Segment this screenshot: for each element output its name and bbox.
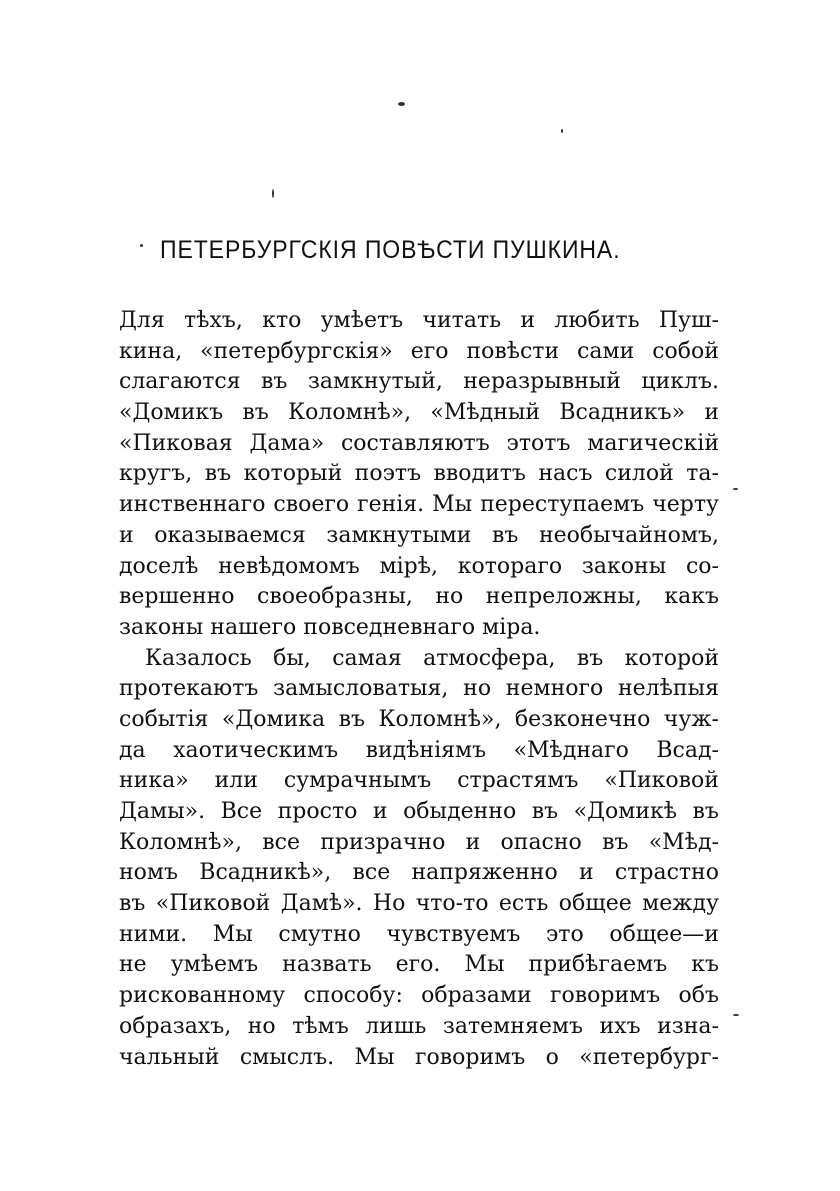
text-line (119, 521, 719, 552)
scan-speck (561, 129, 563, 133)
scan-speck (733, 488, 738, 490)
word: событія (119, 706, 209, 732)
word: «Мѣднаго (513, 737, 629, 763)
word: неразрывный (463, 369, 621, 395)
word: въ (602, 829, 629, 855)
word: образахъ, (119, 1013, 232, 1039)
word: Для (119, 308, 165, 333)
word: въ (576, 645, 604, 671)
word: въ (531, 799, 559, 824)
word: назвать (282, 952, 372, 978)
word: любить (554, 308, 640, 333)
text-line (119, 306, 719, 337)
text-line (119, 1043, 719, 1074)
word: и (704, 400, 719, 426)
word: «Домикъ (119, 400, 224, 426)
word: необычайномъ, (538, 522, 719, 548)
word: но (463, 676, 492, 702)
word: но (247, 1013, 276, 1039)
word: и (520, 308, 536, 333)
word: Всадникѣ», (199, 860, 332, 886)
word: котораго (457, 553, 563, 579)
word: въ (119, 891, 146, 917)
word: циклъ. (641, 369, 719, 395)
text-line (119, 1012, 719, 1043)
text-line (119, 920, 719, 951)
word: напряженно (411, 860, 558, 886)
text-line (119, 736, 719, 767)
word: хаотическимъ (173, 737, 339, 763)
word: призрачно (320, 829, 446, 855)
word: «Домикѣ (573, 799, 678, 824)
word: протекаютъ (119, 676, 259, 702)
word: магическій (587, 430, 719, 456)
word: тѣхъ, (184, 308, 243, 333)
word: ника» (119, 768, 189, 794)
word: и (372, 799, 388, 824)
word: есть (498, 891, 549, 917)
word: сами (577, 338, 635, 364)
word: «Пиковая (119, 430, 233, 456)
word: кина, (119, 338, 183, 364)
text-line (119, 705, 719, 736)
word: сумрачнымъ (283, 768, 432, 794)
word: невѣдомомъ (218, 553, 360, 579)
word: «Домика (221, 706, 326, 732)
word: «петербург- (579, 1044, 719, 1070)
word: самая (332, 645, 402, 671)
scan-speck (140, 244, 143, 247)
word: образами (421, 983, 532, 1009)
word: опасно (500, 829, 582, 855)
word: и (465, 829, 481, 855)
text-line (119, 398, 719, 429)
word: чальный (119, 1044, 220, 1070)
word: это (545, 921, 584, 947)
word: или (214, 768, 258, 794)
word: этотъ (506, 430, 571, 456)
word: оказываемся (154, 522, 306, 548)
word: рискованному (119, 983, 286, 1009)
text-line (119, 766, 719, 797)
word: объ (678, 983, 719, 1009)
word: затемняемъ (442, 1013, 583, 1039)
word: умѣетъ (320, 308, 404, 333)
word: не (119, 952, 147, 978)
word: лишь (365, 1013, 427, 1039)
word: вводитъ (433, 461, 526, 487)
text-line (119, 429, 719, 460)
word: своего (273, 492, 350, 518)
word: Мы (464, 952, 505, 978)
word: непреложны, (485, 584, 642, 610)
word: и (119, 522, 134, 548)
text-line (119, 644, 719, 675)
word: «Мѣдный (430, 400, 541, 426)
word: Казалось (145, 645, 252, 671)
word: Всад- (656, 737, 719, 763)
word: ихъ (599, 1013, 641, 1039)
text-line (119, 797, 719, 828)
word: которой (624, 645, 719, 671)
scan-speck (272, 189, 274, 198)
word: въ (242, 400, 269, 426)
word: о (545, 1044, 559, 1070)
word: мірѣ, (379, 553, 438, 579)
word: безконечно (514, 706, 651, 732)
word: своеобразны, (257, 584, 413, 610)
word: способу: (303, 983, 403, 1009)
word: поэтъ (354, 461, 422, 487)
word: «Мѣд- (648, 829, 719, 855)
word: Пуш- (658, 308, 719, 333)
word: прибѣгаемъ (528, 952, 668, 978)
word: въ (692, 799, 719, 824)
word: просто (277, 799, 358, 824)
word: «Пиковой (604, 768, 719, 794)
word: все (262, 829, 300, 855)
text-line (119, 337, 719, 368)
text-line: законы нашего повседневнаго міра. (119, 614, 541, 640)
word: Всадникъ» (559, 400, 686, 426)
word: смыслъ. (239, 1044, 335, 1070)
text-line (119, 552, 719, 583)
text-line (119, 367, 719, 398)
word: Дамѣ». (280, 891, 363, 917)
word: Коломнѣ», (119, 829, 242, 855)
word: «Пиковой (155, 891, 271, 917)
word: изна- (657, 1013, 719, 1039)
word: и (578, 860, 594, 886)
word: къ (691, 952, 719, 978)
word: со- (685, 553, 719, 579)
word: генія. (357, 492, 425, 518)
word: его (410, 338, 449, 364)
word: нелѣпыя (618, 676, 719, 702)
word: общее—и (609, 921, 719, 947)
word: собой (652, 338, 719, 364)
word: умѣемъ (170, 952, 259, 978)
word: обыденно (403, 799, 517, 824)
word: повѣсти (466, 338, 560, 364)
text-line (119, 459, 719, 490)
word: составляютъ (340, 430, 490, 456)
word: слагаются (119, 369, 241, 395)
word: читать (422, 308, 502, 333)
word: кто (262, 308, 302, 333)
word: Все (220, 799, 263, 824)
text-line (119, 981, 719, 1012)
word: доселѣ (119, 553, 199, 579)
word: «петербургскія» (200, 338, 393, 364)
word: въ (491, 522, 519, 548)
word: въ (261, 369, 288, 395)
body-text (119, 306, 719, 1073)
word: бы, (273, 645, 311, 671)
word: смутно (278, 921, 361, 947)
word: между (642, 891, 719, 917)
word: переступаемъ (480, 492, 645, 518)
text-line (119, 582, 719, 613)
word: что-то (415, 891, 489, 917)
word: Но (372, 891, 406, 917)
word: законы (581, 553, 667, 579)
word: вершенно (119, 584, 235, 610)
word: ними. (119, 921, 188, 947)
word: черту (652, 492, 719, 518)
word: та- (686, 461, 719, 487)
word: Мы (212, 921, 253, 947)
word: Мы (432, 492, 473, 518)
word: въ (338, 706, 365, 732)
scan-speck (398, 102, 405, 106)
word: видѣніямъ (365, 737, 487, 763)
scan-speck (733, 1014, 739, 1016)
word: говоримъ (549, 983, 661, 1009)
word: все (352, 860, 391, 886)
text-line (119, 490, 719, 521)
text-line (119, 674, 719, 705)
word: атмосфера, (423, 645, 556, 671)
word: инственнаго (119, 492, 266, 518)
word: Дама» (249, 430, 325, 456)
word: замкнутыми (326, 522, 472, 548)
word: чуж- (663, 706, 719, 732)
word: замысловатыя, (273, 676, 449, 702)
word: какъ (664, 584, 719, 610)
word: страстямъ (457, 768, 579, 794)
word: кругъ, (119, 461, 193, 487)
word: немного (505, 676, 604, 702)
word: замкнутый, (307, 369, 443, 395)
word: Коломнѣ», (378, 706, 502, 732)
word: тѣмъ (292, 1013, 349, 1039)
word: силой (604, 461, 674, 487)
word: который (243, 461, 343, 487)
text-line (119, 950, 719, 981)
word: общее (558, 891, 632, 917)
word: чувствуемъ (386, 921, 521, 947)
text-line (119, 858, 719, 889)
word: страстно (614, 860, 719, 886)
word: Коломнѣ», (288, 400, 412, 426)
text-line (119, 828, 719, 859)
word: да (119, 737, 146, 763)
word: его. (395, 952, 441, 978)
page-title: ПЕТЕРБУРГСКІЯ ПОВѢСТИ ПУШКИНА. (160, 236, 621, 264)
word: Дамы». (119, 799, 206, 824)
word: въ (204, 461, 232, 487)
word: номъ (119, 860, 179, 886)
word: насъ (538, 461, 593, 487)
word: говоримъ (414, 1044, 526, 1070)
word: Мы (354, 1044, 395, 1070)
word: но (435, 584, 464, 610)
text-line (119, 889, 719, 920)
